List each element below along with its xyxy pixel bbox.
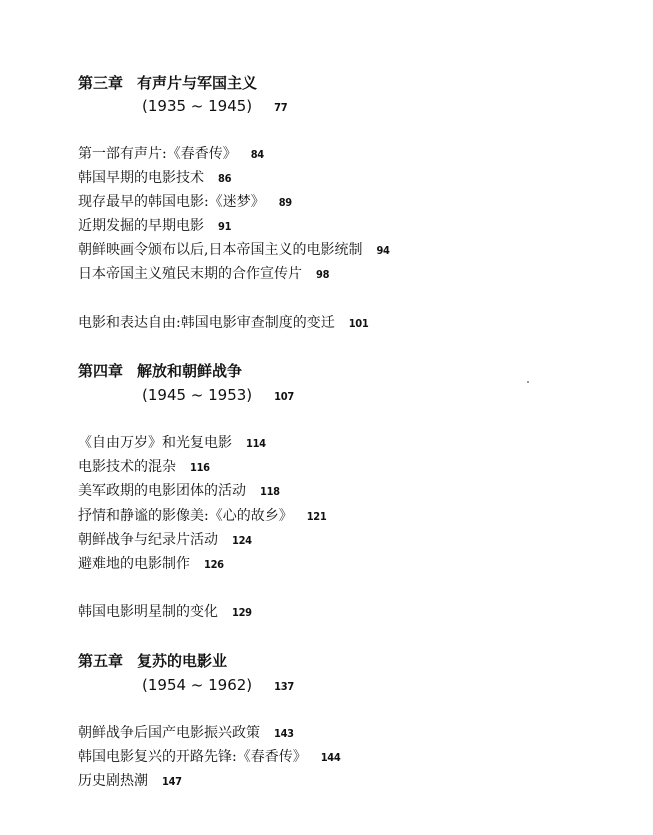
page-number: 114 <box>246 437 266 450</box>
entry-title: 韩国早期的电影技术 <box>78 170 204 186</box>
entry-title: 朝鲜映画令颁布以后,日本帝国主义的电影统制 <box>78 242 363 258</box>
chapter-title <box>78 362 242 380</box>
page-number: 116 <box>190 461 210 474</box>
cut-off-text-fragment <box>78 828 118 835</box>
page-number: 101 <box>348 317 369 330</box>
page-number: 84 <box>250 148 264 161</box>
page-number: 107 <box>274 390 294 403</box>
toc-entry <box>78 772 182 791</box>
scan-speck <box>527 381 529 383</box>
toc-entry <box>78 217 231 236</box>
chapter-period <box>142 386 294 406</box>
toc-entry <box>78 265 329 284</box>
toc-entry <box>78 603 252 622</box>
page-number: 126 <box>204 558 224 571</box>
entry-title: 抒情和静谧的影像美:《心的故乡》 <box>78 508 293 524</box>
toc-entry <box>78 241 390 260</box>
toc-entry <box>78 507 326 526</box>
period-years: (1954 ~ 1962) <box>142 676 253 694</box>
toc-entry <box>78 482 280 501</box>
page-number: 86 <box>218 172 232 185</box>
toc-entry <box>78 193 292 212</box>
entry-title: 电影技术的混杂 <box>78 459 176 475</box>
page-number: 98 <box>316 268 330 281</box>
chapter-period <box>142 97 287 117</box>
page-number: 124 <box>232 534 252 547</box>
page-number: 121 <box>306 510 327 523</box>
chapter-title <box>78 74 257 92</box>
chapter-period <box>142 676 294 696</box>
entry-title: 现存最早的韩国电影:《迷梦》 <box>78 194 265 210</box>
toc-entry <box>78 531 252 550</box>
page-number: 129 <box>232 606 252 619</box>
entry-title: 韩国电影复兴的开路先锋:《春香传》 <box>78 749 307 765</box>
entry-title: 电影和表达自由:韩国电影审查制度的变迁 <box>78 315 335 331</box>
toc-entry <box>78 314 368 333</box>
period-years: (1945 ~ 1953) <box>142 386 253 404</box>
toc-entry <box>78 555 224 574</box>
entry-title: 历史剧热潮 <box>78 773 148 789</box>
chapter-number: 第四章 <box>78 362 124 380</box>
chapter-number: 第三章 <box>78 74 124 92</box>
chapter-title <box>78 652 227 670</box>
entry-title: 避难地的电影制作 <box>78 556 190 572</box>
page-number: 137 <box>274 680 294 693</box>
page-number: 89 <box>278 196 292 209</box>
entry-title: 美军政期的电影团体的活动 <box>78 483 246 499</box>
page-number: 91 <box>218 220 232 233</box>
period-years: (1935 ~ 1945) <box>142 97 253 115</box>
entry-title: 《自由万岁》和光复电影 <box>78 435 232 451</box>
chapter-number: 第五章 <box>78 652 124 670</box>
toc-entry <box>78 748 340 767</box>
page-number: 94 <box>376 244 390 257</box>
entry-title: 近期发掘的早期电影 <box>78 218 204 234</box>
toc-entry <box>78 724 294 743</box>
entry-title: 朝鲜战争后国产电影振兴政策 <box>78 725 260 741</box>
entry-title: 日本帝国主义殖民末期的合作宣传片 <box>78 266 302 282</box>
page-number: 118 <box>260 485 280 498</box>
entry-title: 第一部有声片:《春香传》 <box>78 146 237 162</box>
chapter-name: 解放和朝鲜战争 <box>137 362 243 380</box>
toc-entry <box>78 169 231 188</box>
page-number: 144 <box>320 751 341 764</box>
page-number: 143 <box>274 727 294 740</box>
page-number: 77 <box>274 101 288 114</box>
toc-entry <box>78 434 266 453</box>
entry-title: 朝鲜战争与纪录片活动 <box>78 532 218 548</box>
entry-title: 韩国电影明星制的变化 <box>78 604 218 620</box>
toc-entry <box>78 145 264 164</box>
chapter-name: 有声片与军国主义 <box>137 74 258 92</box>
chapter-name: 复苏的电影业 <box>137 652 228 670</box>
toc-entry <box>78 458 210 477</box>
page-number: 147 <box>162 775 182 788</box>
